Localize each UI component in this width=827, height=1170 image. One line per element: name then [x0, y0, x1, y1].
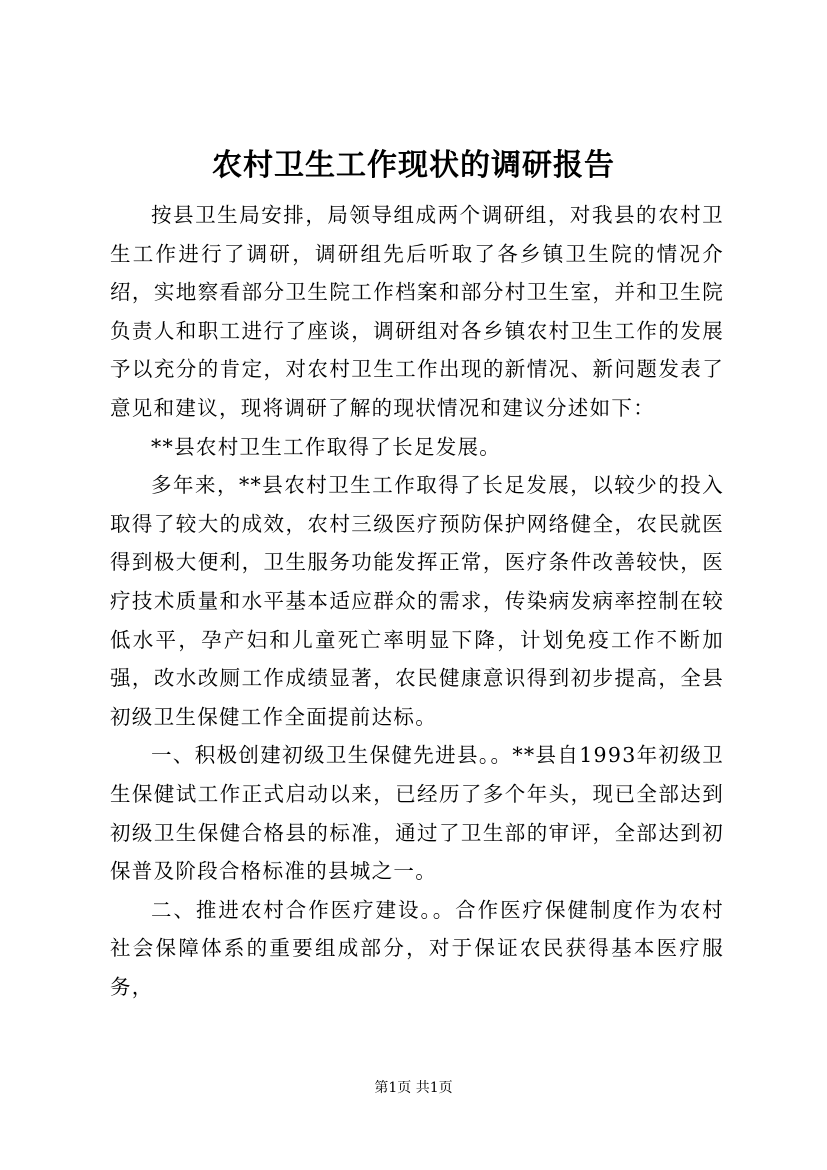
paragraph-section-two: 二、推进农村合作医疗建设。。合作医疗保健制度作为农村社会保障体系的重要组成部分，对于保证农民获得基本医疗服务，: [110, 897, 724, 999]
paragraph-development-details: 多年来，**县农村卫生工作取得了长足发展，以较少的投入取得了较大的成效，农村三级医疗预防保护网络健全，农民就医得到极大便利，卫生服务功能发挥正常，医疗条件改善较快，医疗技术质量和水平基本适应群众的需求，传染病发病率控制在较低水平，孕产妇和儿童死亡率明显下降，计划免疫工作不断加强，改水改厕工作成绩显著，农民健康意识得到初步提高，全县初级卫生保健工作全面提前达标。: [110, 473, 724, 729]
document-title: 农村卫生工作现状的调研报告: [212, 148, 615, 183]
paragraph-section-one: 一、积极创建初级卫生保健先进县。。**县自1993年初级卫生保健试工作正式启动以来，已经历了多个年头，现已全部达到初级卫生保健合格县的标准，通过了卫生部的审评，全部达到初保普及阶段合格标准的县城之一。: [110, 743, 724, 884]
page-footer: 第1页 共1页: [374, 1080, 453, 1096]
document-body: [110, 196, 724, 1006]
paragraph-heading-development: **县农村卫生工作取得了长足发展。: [151, 434, 502, 459]
paragraph-intro: 按县卫生局安排，局领导组成两个调研组，对我县的农村卫生工作进行了调研，调研组先后听取了各乡镇卫生院的情况介绍，实地察看部分卫生院工作档案和部分村卫生室，并和卫生院负责人和职工进行了座谈，调研组对各乡镇农村卫生工作的发展予以充分的肯定，对农村卫生工作出现的新情况、新问题发表了意见和建议，现将调研了解的现状情况和建议分述如下：: [110, 203, 724, 420]
